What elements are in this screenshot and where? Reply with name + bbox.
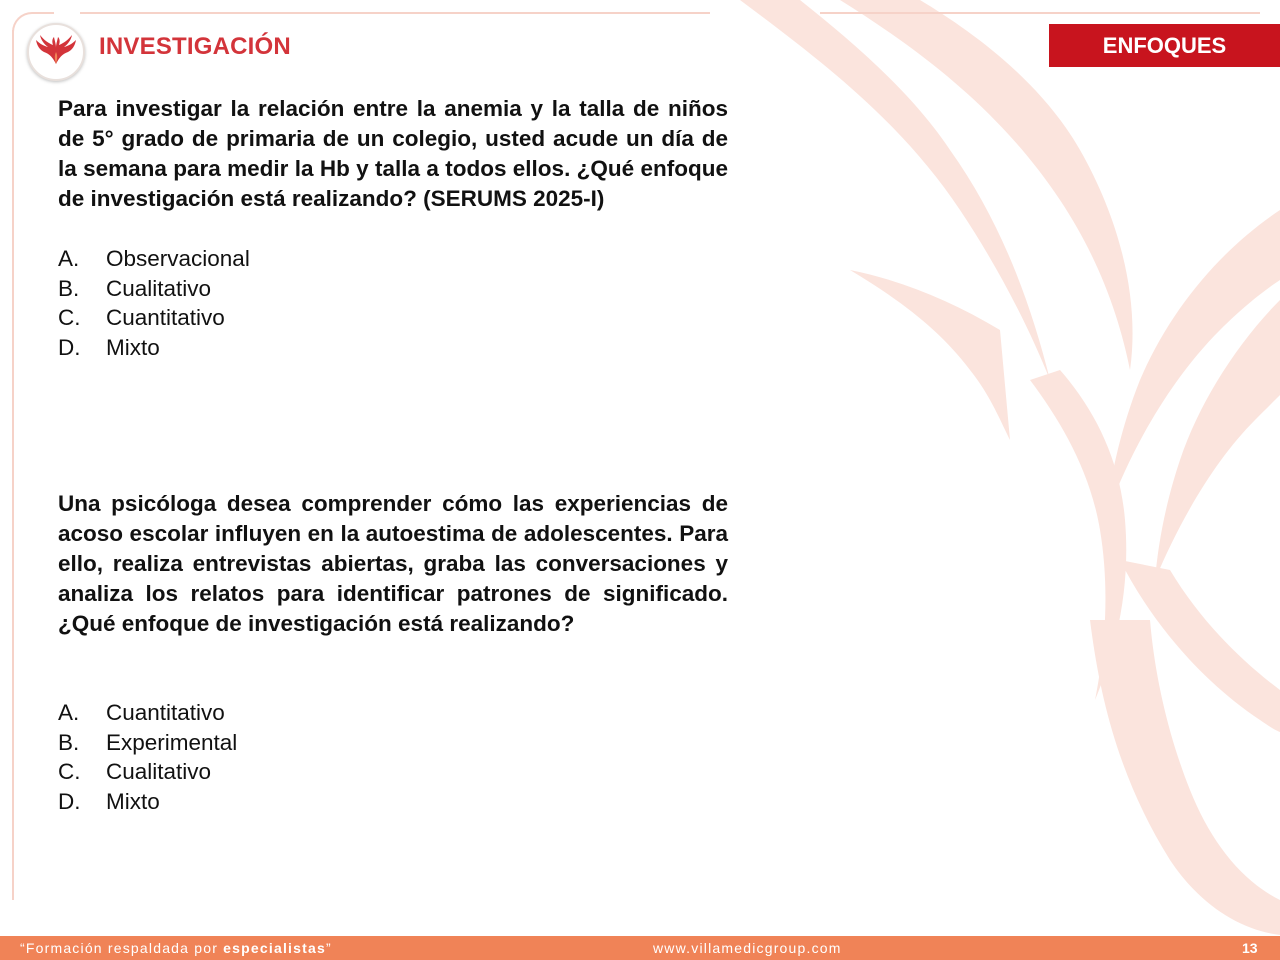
option-letter: A.: [58, 700, 80, 725]
option-item: [58, 757, 658, 787]
option-letter: C.: [58, 305, 81, 331]
question-2-options: [58, 698, 658, 817]
frame-line-top-right: [820, 12, 1260, 14]
option-item: [58, 728, 658, 758]
option-text: Mixto: [106, 335, 160, 361]
option-letter: B.: [58, 275, 80, 301]
question-1-text: Para investigar la relación entre la anemia y la talla de niños de 5° grado de primaria de un colegio, usted acude un día de la semana para medir la Hb y talla a todos ellos. ¿Qué enfoque de investigación está realizando? (SERUMS 2025-I): [58, 96, 728, 211]
option-letter: D.: [58, 335, 81, 361]
option-text: Cualitativo: [106, 275, 212, 301]
option-item: [58, 244, 658, 274]
option-item: [58, 303, 658, 333]
footer-slogan: [20, 940, 332, 956]
option-item: [58, 698, 658, 728]
option-item: [58, 333, 658, 363]
page-number: 13: [1242, 940, 1258, 956]
option-letter: C.: [58, 759, 81, 785]
option-text: Cuantitativo: [106, 700, 225, 725]
option-text: Mixto: [106, 789, 160, 815]
option-item: [58, 787, 658, 817]
frame-line-top: [80, 12, 710, 14]
footer-slogan-bold: especialistas: [223, 940, 326, 956]
option-item: [58, 274, 658, 304]
option-text: Cualitativo: [106, 759, 212, 785]
section-title: INVESTIGACIÓN: [99, 33, 291, 60]
topic-tag: ENFOQUES: [1049, 24, 1280, 67]
option-letter: B.: [58, 729, 80, 755]
option-letter: A.: [58, 246, 80, 271]
question-2-text: Una psicóloga desea comprender cómo las experiencias de acoso escolar influyen en la autoestima de adolescentes. Para ello, realiza entrevistas abiertas, graba las conversaciones y analiza los relatos para identificar patrones de significado. ¿Qué enfoque de investigación está realizando?: [58, 491, 728, 636]
frame-line-left: [12, 30, 14, 900]
footer-slogan-prefix: “Formación respaldada por: [20, 940, 224, 956]
footer-bar: [0, 936, 1280, 960]
phoenix-watermark-icon: [700, 0, 1280, 935]
footer-slogan-suffix: ”: [325, 940, 332, 956]
option-text: Cuantitativo: [106, 305, 225, 331]
question-1-options: [58, 244, 658, 363]
phoenix-logo-icon: [27, 23, 85, 81]
option-text: Experimental: [106, 729, 238, 755]
footer-url: www.villamedicgroup.com: [653, 940, 842, 956]
option-letter: D.: [58, 789, 81, 815]
option-text: Observacional: [106, 246, 250, 271]
